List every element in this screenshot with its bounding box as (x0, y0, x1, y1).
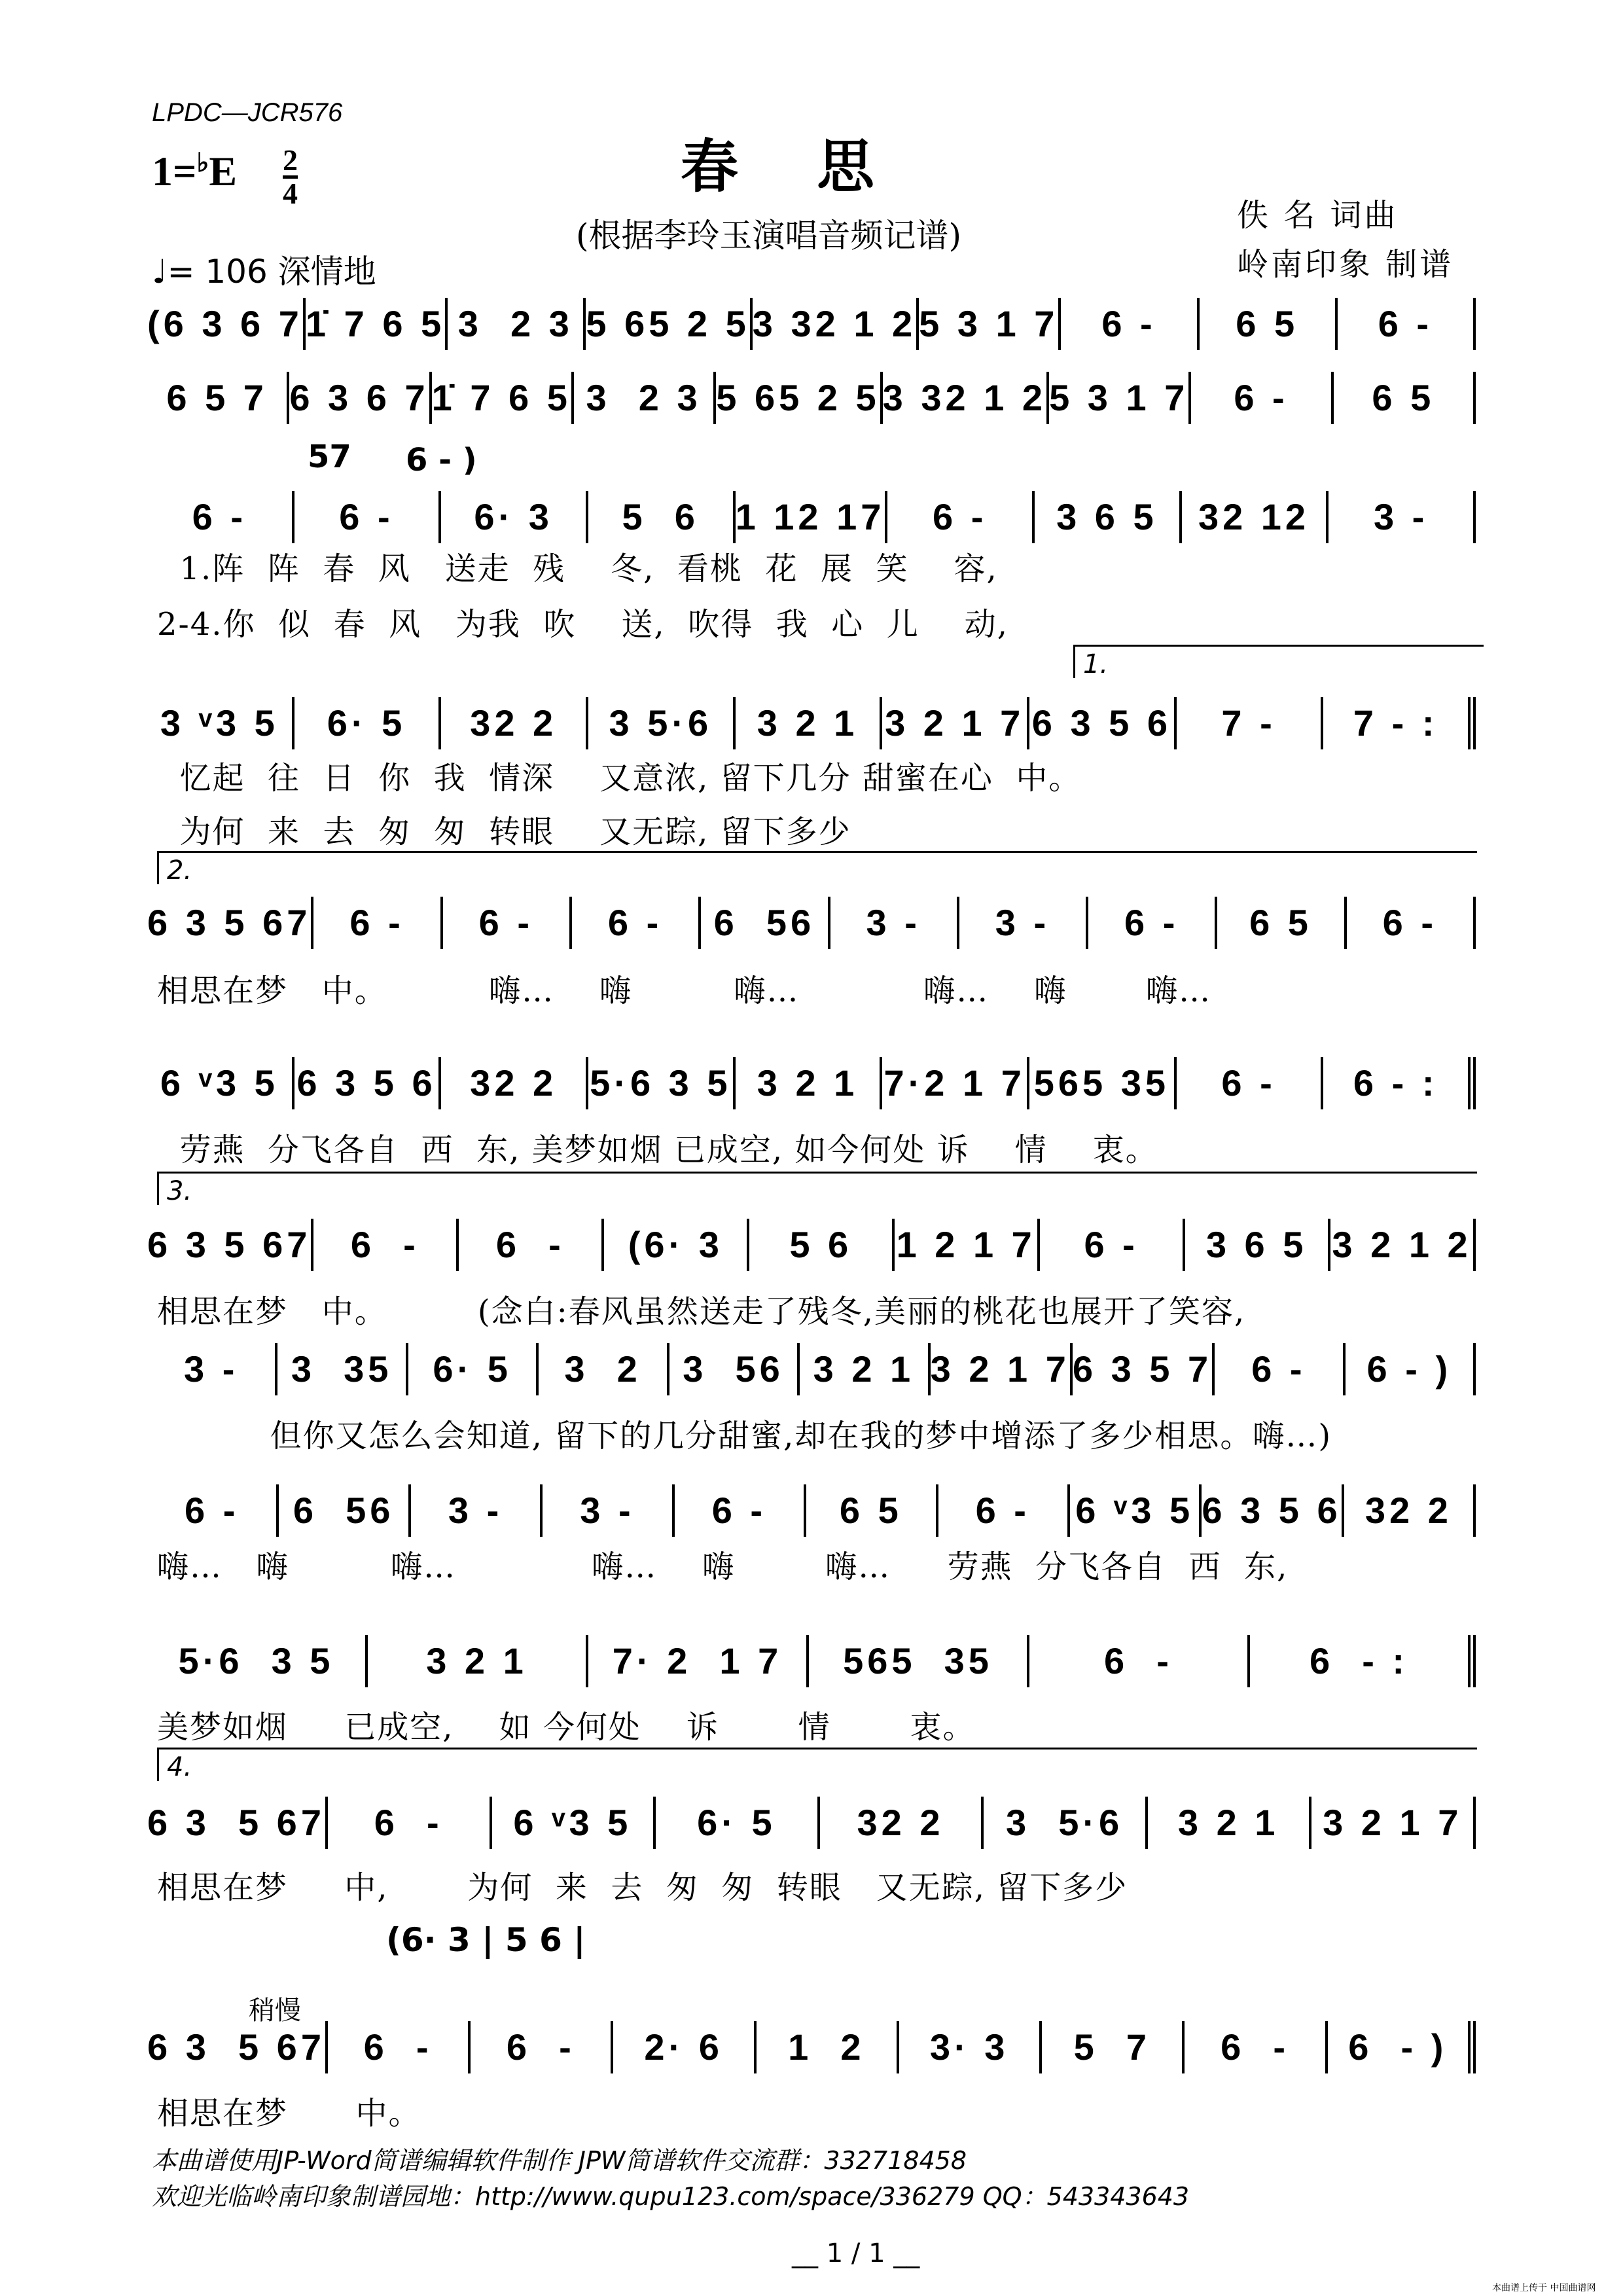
measure: 32 2 (441, 697, 588, 749)
key-signature (152, 147, 237, 196)
measure: 6 - (572, 897, 701, 949)
measure: 6 - (1185, 2021, 1327, 2073)
measure: 6 3 5 6 (1202, 1484, 1344, 1537)
measure: 32 2 (1344, 1484, 1476, 1537)
measure: 6 3 5 7 (1073, 1343, 1215, 1395)
measure: 3 2 1 7 (1311, 1797, 1476, 1849)
lyric-line: 忆起 往 日 你 我 情深 又意浓, 留下几分 甜蜜在心 中。 (157, 760, 1082, 797)
key-note: E (209, 148, 238, 194)
measure: 2· 6 (613, 2021, 756, 2073)
measure: 6 56 (701, 897, 830, 949)
measure: 6 - : (1250, 1635, 1476, 1687)
composer-credit: 佚 名 词曲 (1237, 197, 1399, 234)
meter-bottom: 4 (283, 177, 298, 210)
lyric-line: 相思在梦 中。 (157, 2095, 421, 2132)
music-system (147, 372, 1476, 424)
music-system (147, 1219, 1476, 1271)
measure: 3· 3 (899, 2021, 1042, 2073)
measure: 3 5·6 (984, 1797, 1148, 1849)
measure: 3 2 1 (736, 697, 883, 749)
measure: 3 2 1 7 (882, 697, 1029, 749)
lyric-line: 1.阵 阵 春 风 送走 残 冬, 看桃 花 展 笑 容, (157, 550, 998, 587)
measure: 6 3 5 67 (147, 897, 313, 949)
measure: 6 - (1191, 372, 1333, 424)
measure: 3 2 (539, 1343, 669, 1395)
music-system (147, 1797, 1476, 1849)
measure: 6 ᵛ3 5 (147, 1057, 294, 1109)
upload-watermark: 本曲谱上传于 中国曲谱网 (1492, 2283, 1596, 2293)
measure: 6 56 (279, 1484, 410, 1537)
measure: (6 3 6 7 (147, 298, 306, 350)
lyric-line: 相思在梦 中。 (念白:春风虽然送走了残冬,美丽的桃花也展开了笑容, (157, 1293, 1246, 1330)
music-system (147, 1635, 1476, 1687)
measure: 6 3 5 67 (147, 1219, 313, 1271)
measure: 1 12 17 (736, 491, 888, 543)
measure: 32 12 (1182, 491, 1329, 543)
measure: 6 - (887, 491, 1035, 543)
music-system (147, 1484, 1476, 1537)
measure: 6· 3 (441, 491, 588, 543)
measure: 6· 5 (294, 697, 442, 749)
music-system (147, 1343, 1476, 1395)
measure: 6 - (328, 2021, 471, 2073)
measure: 3 32 1 2 (883, 372, 1049, 424)
measure: 6 3 6 7 (289, 372, 431, 424)
music-system (147, 897, 1476, 949)
measure: 3 6 5 (1185, 1219, 1330, 1271)
music-system (147, 697, 1476, 749)
measure: 6 5 (1334, 372, 1476, 424)
measure: 6 - ) (1328, 2021, 1476, 2073)
tempo-slower: 稍慢 (249, 1996, 301, 2026)
measure: 6 - (1338, 298, 1476, 350)
measure: 6 - (675, 1484, 806, 1537)
measure: 5 65 2 5 (586, 298, 752, 350)
measure: 3 2 1 7 (931, 1343, 1073, 1395)
measure: 32 2 (441, 1057, 588, 1109)
measure: 6 - (294, 491, 442, 543)
measure: 3 2 1 (800, 1343, 930, 1395)
lyric-line: 劳燕 分飞各自 西 东, 美梦如烟 已成空, 如今何处 诉 情 衷。 (157, 1132, 1158, 1168)
measure: 6 - (147, 1484, 279, 1537)
measure: 6 5 (1200, 298, 1338, 350)
music-system (147, 2021, 1476, 2073)
measure: 6 ᵛ3 5 (492, 1797, 656, 1849)
subtitle: (根据李玲玉演唱音频记谱) (576, 217, 962, 255)
measure: 6 - (1088, 897, 1217, 949)
page-number: __ 1 / 1 __ (792, 2238, 920, 2269)
measure: 6 - (471, 2021, 613, 2073)
score-code: LPDC—JCR576 (152, 98, 343, 127)
measure: 6 - : (1323, 1057, 1476, 1109)
measure: 3 2 1 2 (1330, 1219, 1476, 1271)
measure: 6 3 5 67 (147, 2021, 328, 2073)
measure: 3 2 1 (1148, 1797, 1312, 1849)
measure: 6· 5 (408, 1343, 539, 1395)
measure: 1 2 (757, 2021, 899, 2073)
lyric-line: 为何 来 去 匆 匆 转眼 又无踪, 留下多少 (157, 814, 851, 850)
measure: 6 - (313, 897, 442, 949)
measure: 6 5 (806, 1484, 938, 1537)
measure: (6· 3 (604, 1219, 749, 1271)
measure: 5 6 (588, 491, 736, 543)
volta-3: 3. (157, 1172, 1477, 1205)
interlude-notes: (6· 3 | 5 6 | (386, 1921, 586, 1959)
measure: 6 - (1061, 298, 1199, 350)
measure: 6 - (1215, 1343, 1345, 1395)
measure: 3 2 1 (736, 1057, 883, 1109)
measure: 6 3 5 67 (147, 1797, 328, 1849)
volta-4: 4. (157, 1748, 1477, 1781)
meter-top: 2 (283, 145, 298, 179)
measure: 3 - (411, 1484, 543, 1537)
lyric-line: 嗨… 嗨 嗨… 嗨… 嗨 嗨… 劳燕 分飞各自 西 东, (157, 1549, 1289, 1585)
measure: 6 ᵛ3 5 (1070, 1484, 1202, 1537)
tempo-marking: ♩= 106 深情地 (152, 253, 376, 291)
lyric-line: 2-4.你 似 春 风 为我 吹 送, 吹得 我 心 儿 动, (157, 606, 1009, 643)
measure: 6 - (1177, 1057, 1324, 1109)
measure: 3 - (830, 897, 959, 949)
lyric-line: 但你又怎么会知道, 留下的几分甜蜜,却在我的梦中增添了多少相思。嗨…) (157, 1418, 1332, 1454)
measure: 5 6 (749, 1219, 895, 1271)
measure: 6 5 7 (147, 372, 289, 424)
flat-icon: ♭ (196, 148, 209, 177)
measure: 7 - : (1323, 697, 1476, 749)
measure: 5 3 1 7 (1049, 372, 1191, 424)
measure: 3 - (543, 1484, 674, 1537)
measure: 6 - (1347, 897, 1476, 949)
music-system (147, 298, 1476, 350)
measure: 3 - (1329, 491, 1476, 543)
measure: 565 35 (809, 1635, 1029, 1687)
measure: 3 5·6 (588, 697, 736, 749)
measure: 7·2 1 7 (882, 1057, 1029, 1109)
key-label: 1= (152, 148, 197, 194)
measure: 6 - (459, 1219, 604, 1271)
measure: 565 35 (1029, 1057, 1177, 1109)
measure: 1̇ 7 6 5 (432, 372, 574, 424)
measure: 5 7 (1042, 2021, 1185, 2073)
measure: 3 ᵛ3 5 (147, 697, 294, 749)
measure: 6 - (443, 897, 572, 949)
lyric-line: 相思在梦 中, 为何 来 去 匆 匆 转眼 又无踪, 留下多少 (157, 1869, 1128, 1906)
footer-software: 本曲谱使用JP-Word简谱编辑软件制作 JPW简谱软件交流群：332718458 (152, 2146, 967, 2175)
measure: 6 - (1029, 1635, 1250, 1687)
measure: 3 32 1 2 (753, 298, 919, 350)
measure: 6 3 5 6 (1029, 697, 1177, 749)
measure: 6 - (938, 1484, 1070, 1537)
measure: 6 - ) (1346, 1343, 1476, 1395)
measure: 6 3 5 6 (294, 1057, 442, 1109)
measure: 5 65 2 5 (716, 372, 882, 424)
arranger-credit: 岭南印象 制谱 (1237, 246, 1454, 283)
measure: 5 3 1 7 (919, 298, 1061, 350)
grace-notes: 57 (308, 439, 351, 475)
measure: 3 56 (669, 1343, 800, 1395)
lyric-line: 相思在梦 中。 嗨… 嗨 嗨… 嗨… 嗨 嗨… (157, 973, 1212, 1009)
measure: 6· 5 (656, 1797, 820, 1849)
ending-notes: 6 - ) (406, 442, 477, 478)
page-title: 春思 (681, 132, 954, 200)
measure: 3 6 5 (1035, 491, 1182, 543)
measure: 5·6 3 5 (588, 1057, 736, 1109)
measure: 3 - (147, 1343, 277, 1395)
measure: 6 - (147, 491, 294, 543)
measure: 32 2 (820, 1797, 984, 1849)
measure: 7 - (1177, 697, 1324, 749)
measure: 3 - (959, 897, 1088, 949)
lyric-line: 美梦如烟 已成空, 如 今何处 诉 情 衷。 (157, 1709, 976, 1746)
measure: 6 5 (1217, 897, 1346, 949)
volta-1: 1. (1073, 645, 1484, 678)
time-signature (283, 145, 298, 209)
measure: 5·6 3 5 (147, 1635, 368, 1687)
measure: 1̇ 7 6 5 (306, 298, 448, 350)
measure: 1 2 1 7 (895, 1219, 1040, 1271)
measure: 7· 2 1 7 (588, 1635, 809, 1687)
measure: 3 2 3 (574, 372, 716, 424)
measure: 3 35 (277, 1343, 408, 1395)
footer-website[interactable]: 欢迎光临岭南印象制谱园地：http://www.qupu123.com/space/336279 QQ：543343643 (152, 2182, 1190, 2211)
music-system (147, 491, 1476, 543)
measure: 6 - (328, 1797, 492, 1849)
measure: 6 - (1040, 1219, 1185, 1271)
volta-2: 2. (157, 851, 1477, 884)
music-system (147, 1057, 1476, 1109)
measure: 6 - (313, 1219, 459, 1271)
measure: 3 2 3 (448, 298, 586, 350)
measure: 3 2 1 (368, 1635, 588, 1687)
